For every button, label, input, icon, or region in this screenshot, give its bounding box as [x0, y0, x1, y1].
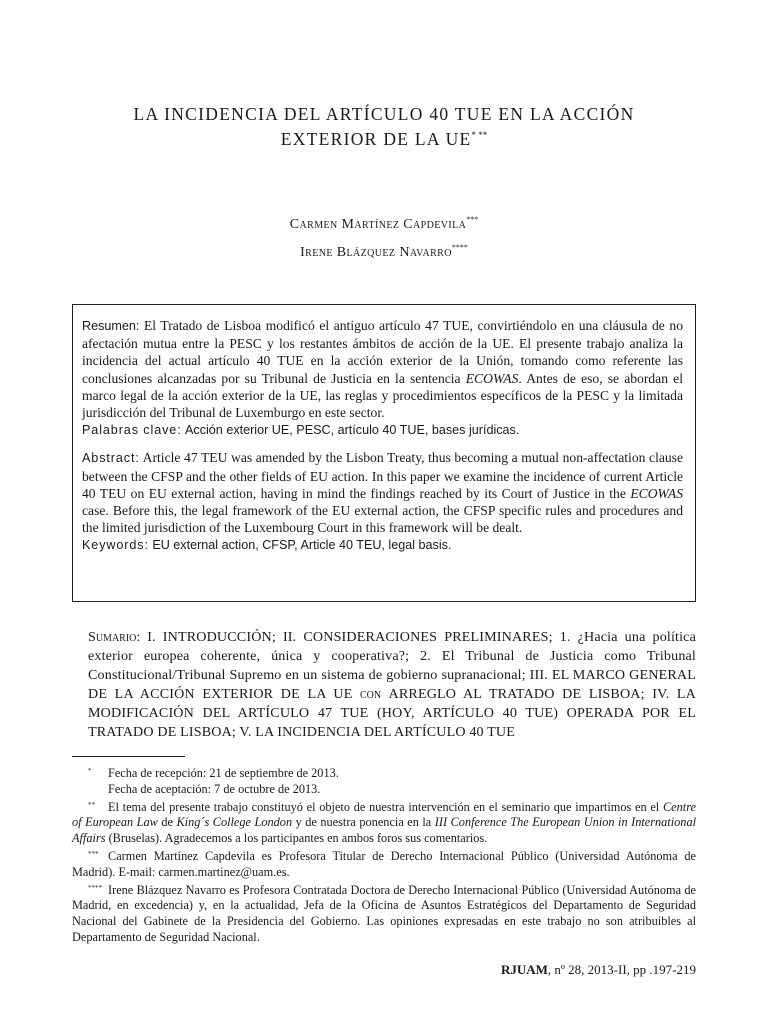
journal-citation: , nº 28, 2013-II, pp .197-219	[547, 962, 696, 977]
abstract-en-label: Abstract:	[82, 451, 140, 466]
abstract-es-text-1: El Tratado de Lisboa modificó el antiguo artículo 47 TUE, convirtiéndolo en una cláusula de no afectación mutua entre la PESC y los restantes ámbitos de acción de la UE. El presente trabajo analiza la incidencia del actual artículo 40 TUE en la acción exterior de la Unión, tomando como referente las conclusiones alcanzadas por su Tribunal de Justicia en la sentencia	[82, 318, 683, 386]
abstract-en-case-name: ECOWAS	[630, 485, 683, 501]
footnotes	[72, 764, 696, 946]
title-line-1: LA INCIDENCIA DEL ARTÍCULO 40 TUE EN LA ACCIÓN	[133, 104, 635, 124]
summary-label: Sumario:	[88, 629, 141, 645]
author-1-marks: ***	[466, 215, 479, 224]
footnote-3	[72, 847, 696, 881]
footnote-2-italic-3: III Conference The European Union in International Affairs	[72, 815, 697, 846]
author-2	[80, 236, 688, 264]
abstract-es-text-2: . Antes de eso, se abordan el marco legal de la acción exterior de la UE, las reglas y procedimientos específicos de la PESC y la limitada jurisdicción del Tribunal de Luxemburgo en este sector.	[82, 370, 683, 421]
footnote-3-text: Carmen Martínez Capdevila es Profesora Titular de Derecho Internacional Público (Universidad Autónoma de Madrid). E-mail: carmen.martinez@uam.es.	[72, 848, 696, 879]
footnote-2-italic-1: Centre of European Law	[72, 799, 696, 830]
summary-text-2: ARREGLO AL TRATADO DE LISBOA; IV. LA MODIFICACIÓN DEL ARTÍCULO 47 TUE (HOY, ARTÍCULO 40 TUE) OPERADA POR EL TRATADO DE LISBOA; V. LA INCIDENCIA DEL ARTÍCULO 40 TUE	[88, 686, 696, 740]
keywords-en-text: EU external action, CFSP, Article 40 TEU, legal basis.	[152, 538, 452, 553]
abstract-es-keywords	[82, 421, 683, 439]
keywords-es-label: Palabras clave:	[82, 423, 182, 438]
author-2-marks: ****	[451, 243, 468, 252]
footnote-4	[72, 881, 696, 946]
footnote-2-mark: **	[88, 800, 95, 809]
author-1	[80, 208, 688, 236]
abstract-box	[72, 304, 696, 602]
author-2-name: Irene Blázquez Navarro	[300, 245, 452, 260]
footnote-1-line-1: Fecha de recepción: 21 de septiembre de 2013.	[108, 766, 339, 780]
abstract-en-text-2: case. Before this, the legal framework of the EU external action, the CFSP specific rules and procedures and the limited jurisdiction of the Luxembourg Court in this framework will be dealt.	[82, 503, 683, 536]
abstract-es-label: Resumen:	[82, 319, 140, 333]
footnote-2-italic-2: King´s College London	[176, 815, 293, 830]
footnote-1	[72, 764, 696, 782]
footnote-1-mark: *	[88, 767, 92, 775]
summary-contents	[88, 628, 696, 742]
footnote-4-mark: ****	[88, 883, 102, 892]
summary-text-1: I. INTRODUCCIÓN; II. CONSIDERACIONES PRELIMINARES; 1. ¿Hacia una política exterior europea coherente, única y cooperativa?; 2. El Tribunal de Justicia como Tribunal Constitucional/Tribunal Supremo en un sistema de gobierno supranacional; III. EL MARCO GENERAL DE LA ACCIÓN EXTERIOR DE LA UE	[88, 629, 696, 702]
article-title	[80, 104, 688, 150]
abstract-en-keywords	[82, 536, 683, 554]
footnote-2-text-c: y de nuestra ponencia en la	[295, 815, 432, 830]
footnote-2-text-b: de	[161, 815, 173, 830]
footnote-2-text-d: (Bruselas). Agradecemos a los participantes en ambos foros sus comentarios.	[108, 831, 488, 846]
title-line-2: EXTERIOR DE LA UE	[280, 129, 472, 149]
footnote-1-line-2: Fecha de aceptación: 7 de octubre de 2013.	[108, 781, 321, 796]
footnote-3-mark: ***	[88, 849, 99, 858]
title-footnote-marks: * **	[471, 130, 488, 140]
summary-con: con	[359, 686, 382, 702]
footnote-1-cont	[72, 782, 696, 798]
keywords-es-text: Acción exterior UE, PESC, artículo 40 TUE, bases jurídicas.	[185, 423, 520, 438]
footnote-4-text: Irene Blázquez Navarro es Profesora Contratada Doctora de Derecho Internacional Público (Universidad Autónoma de Madrid, en excedencia) y, en la actualidad, Jefa de la Oficina de Asuntos Estratégicos del Departamento de Seguridad Nacional del Gabinete de la Presidencia del Gobierno. Las opiniones expresadas en este trabajo no son atribuibles al Departamento de Seguridad Nacional.	[72, 882, 696, 944]
footnote-2	[72, 798, 696, 847]
running-footer	[501, 962, 696, 978]
footnote-divider	[72, 756, 185, 757]
footnote-2-text-a: El tema del presente trabajo constituyó el objeto de nuestra intervención en el seminario que impartimos en el	[108, 799, 660, 814]
abstract-es-case-name: ECOWAS	[465, 370, 519, 386]
author-1-name: Carmen Martínez Capdevila	[289, 217, 467, 232]
keywords-en-label: Keywords:	[82, 538, 149, 553]
abstract-en	[82, 449, 683, 536]
abstract-es	[82, 317, 683, 421]
abstract-en-text-1: Article 47 TEU was amended by the Lisbon Treaty, thus becoming a mutual non-affectation clause between the CFSP and the other fields of EU action. In this paper we examine the incidence of current Article 40 TEU on EU external action, having in mind the findings reached by its Court of Justice in the	[82, 450, 683, 501]
journal-name: RJUAM	[500, 962, 548, 977]
author-list	[80, 208, 688, 264]
